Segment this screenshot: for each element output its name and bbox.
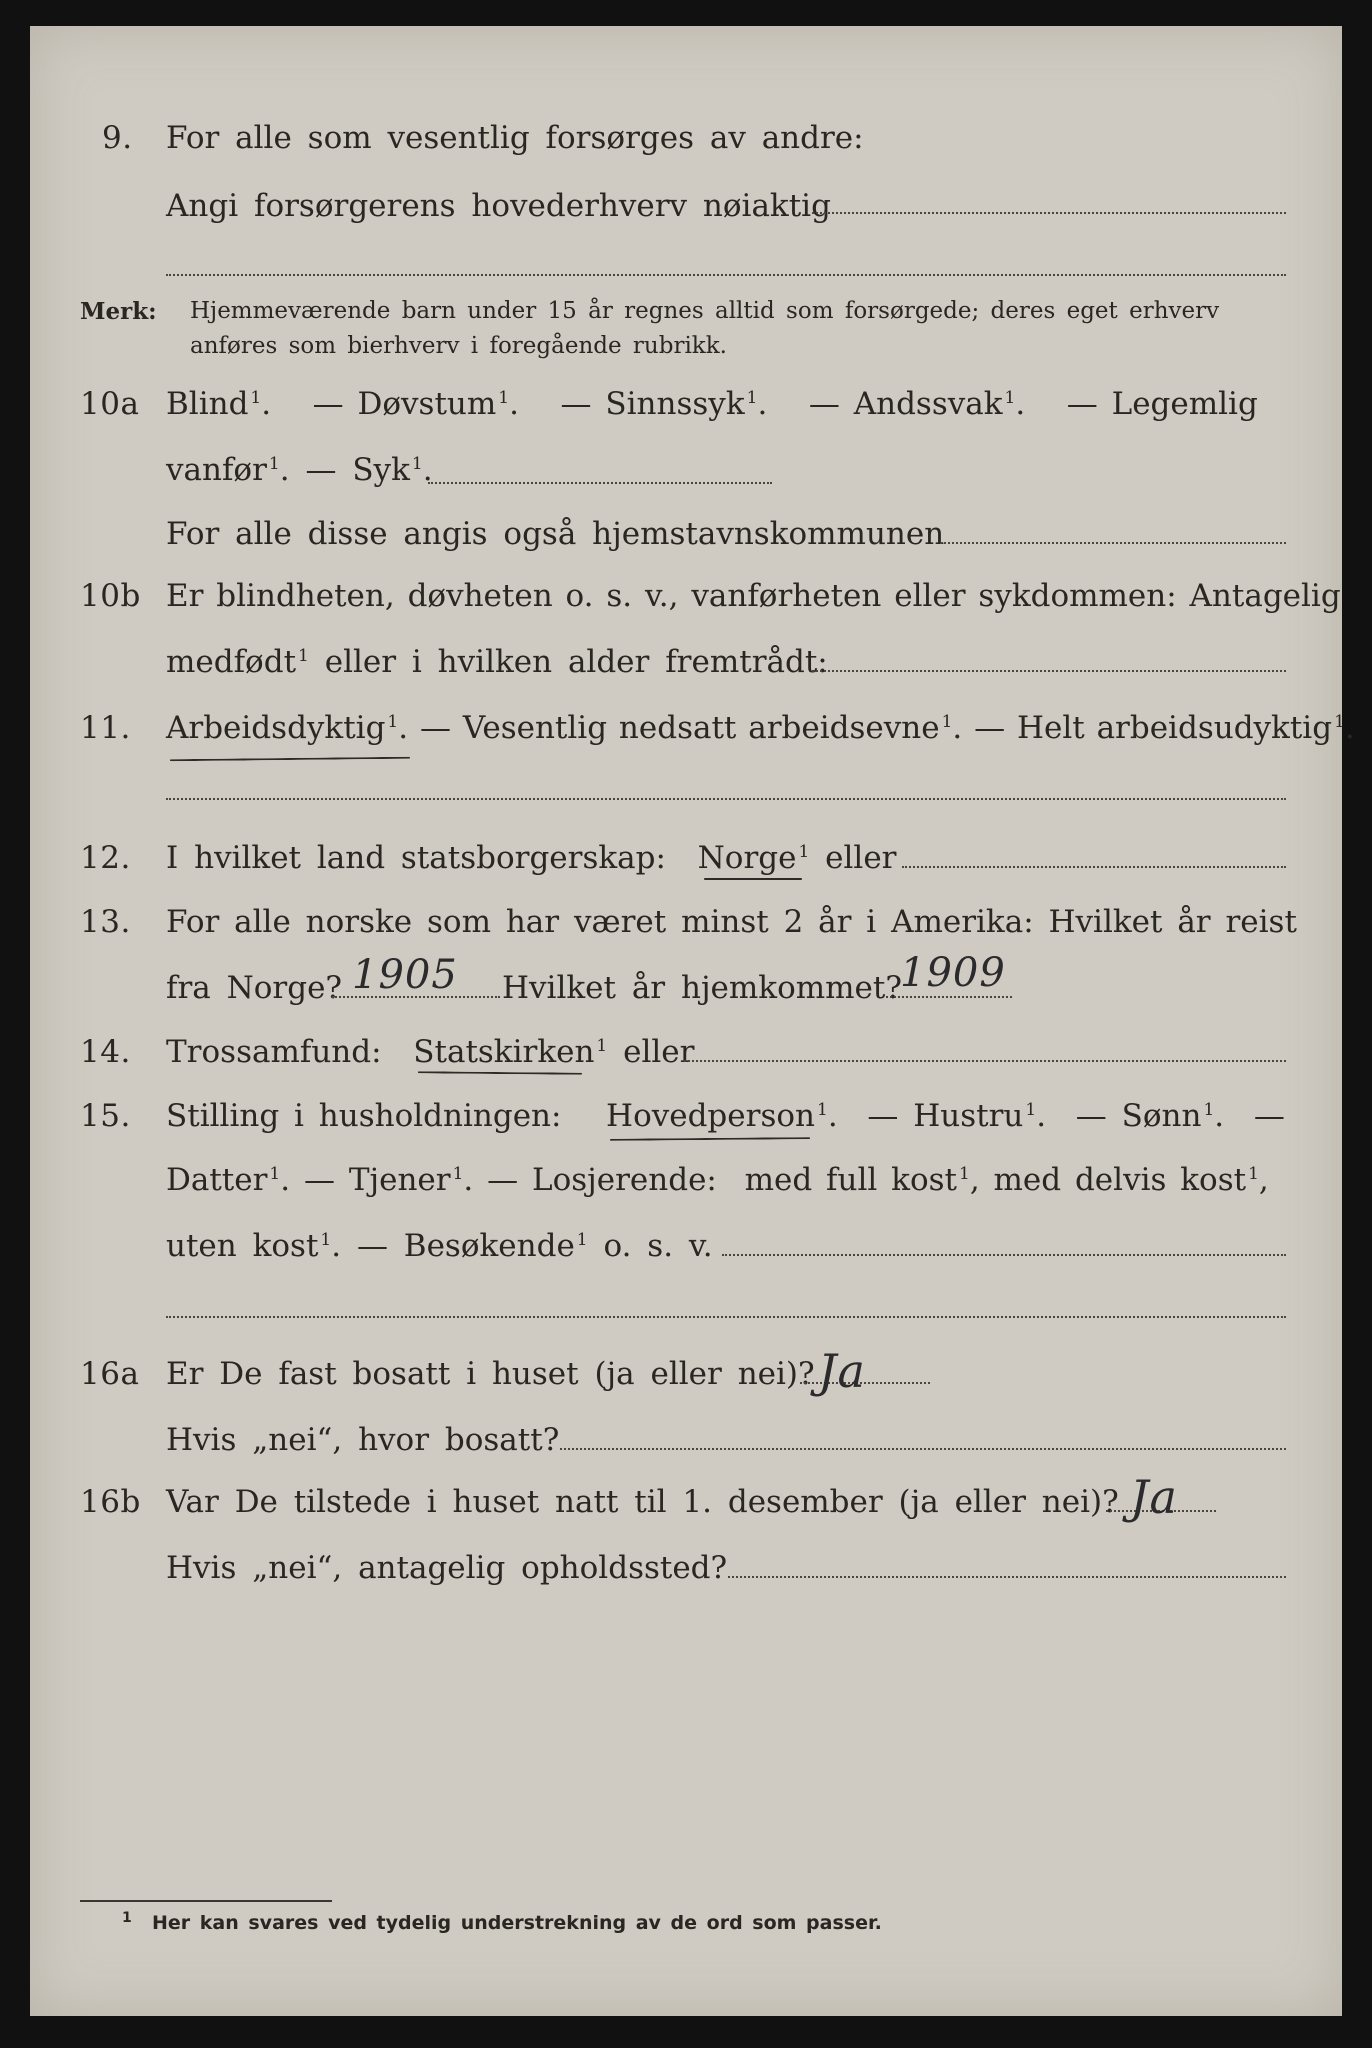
q14-eller: eller [623,1034,695,1070]
footnote-ref: 1 [269,1164,281,1184]
footnote-ref: 1 [1334,712,1345,732]
q13-line1: For alle norske som har været minst 2 år i Amerika: Hvilket år reist [166,904,1297,940]
q16a-answer[interactable]: Ja [818,1344,866,1398]
q11-answer-line[interactable] [166,798,1286,800]
q15-line1: Stilling i husholdningen: Hovedperson $^1$. — Hustru $^1$. — Sønn $^1$. — [166,1098,1285,1134]
q10b-line2 [166,644,828,680]
q12-eller: eller [825,840,897,876]
q15-line3: uten kost $^1$. — Besøkende $^1$ o. s. v. [166,1228,713,1264]
opt-syk[interactable]: — Syk [305,452,410,488]
q13-reist-answer[interactable]: 1905 [352,952,458,998]
q9-line2: Angi forsørgerens hovederhverv nøiaktig [166,188,831,224]
q9-number: 9. [102,120,133,156]
q12-answer-line[interactable] [902,866,1286,868]
opt-hustru[interactable]: — Hustru [867,1098,1024,1134]
q16a-line1: Er De fast bosatt i huset (ja eller nei)? [166,1356,815,1392]
opt-besokende[interactable]: — Besøkende [356,1228,575,1264]
q16b-opholdssted-line[interactable] [728,1576,1286,1578]
footnote-ref: 1 [320,1230,332,1250]
footnote-rule [80,1900,332,1902]
q16a-bosatt-line[interactable] [560,1448,1286,1450]
opt-tjener[interactable]: — Tjener [303,1162,451,1198]
opt-full-kost[interactable]: med full kost [744,1162,957,1198]
footnote-ref: 1 [1004,388,1016,408]
q13-fra-norge: fra Norge? [166,970,343,1006]
q14-label: Trossamfund: [166,1034,382,1070]
q12-text: I hvilket land statsborgerskap: [166,840,666,876]
norge-underline [704,878,802,880]
footnote-ref: 1 [798,842,810,862]
opt-arbeidsdyktig[interactable]: Arbeidsdyktig [166,710,386,746]
opt-andssvak[interactable]: — Andssvak [808,386,1003,422]
opt-hovedperson[interactable]: Hovedperson [606,1098,815,1134]
q10b-answer-line[interactable] [812,670,1286,672]
opt-statskirken[interactable]: Statskirken [413,1034,595,1070]
opt-udyktig[interactable]: — Helt arbeidsudyktig [974,710,1333,746]
opt-uten-kost[interactable]: uten kost [166,1228,319,1264]
q10a-hjemstavn-line[interactable] [940,542,1286,544]
q16b-answer[interactable]: Ja [1130,1470,1178,1524]
q16a-number: 16a [80,1356,140,1392]
q10a-line3: For alle disse angis også hjemstavnskommunen [166,516,945,552]
footnote-ref: 1 [1203,1100,1215,1120]
merk-line2: anføres som bierhverv i foregående rubrikk. [190,333,727,359]
footnote-ref: 1 [411,454,423,474]
q9-answer-line-2[interactable] [166,274,1286,276]
merk-line1: Hjemmeværende barn under 15 år regnes alltid som forsørgede; deres eget erhverv [190,298,1220,324]
footnote-ref: 1 [452,1164,464,1184]
footnote-ref: 1 [816,1100,828,1120]
q15-losjerende: — Losjerende: [487,1162,717,1198]
q16b-line1: Var De tilstede i huset natt til 1. desember (ja eller nei)? [166,1484,1119,1520]
q12-line [166,840,897,876]
q10a-number: 10a [80,386,140,422]
q15-comma: , [1258,1162,1269,1198]
q16b-number: 16b [80,1484,141,1520]
footnote-ref: 1 [746,388,758,408]
q15-line2: Datter $^1$. — Tjener $^1$. — Losjerende: med full kost $^1$, med delvis kost $^1$, [166,1162,1269,1198]
footnote-ref: 1 [1025,1100,1037,1120]
q10b-alder-text: eller i hvilken alder fremtrådt: [324,644,828,680]
footnote-ref: 1 [958,1164,970,1184]
q13-hjemkommet: Hvilket år hjemkommet? [502,970,902,1006]
footnote-ref: 1 [1248,1164,1259,1184]
footnote-mark: 1 [122,1910,132,1926]
opt-legemlig[interactable]: — Legemlig [1066,386,1258,422]
footnote-ref: 1 [498,388,510,408]
opt-blind[interactable]: Blind [166,386,249,422]
merk-label: Merk: [80,298,157,325]
q10b-line1: Er blindheten, døvheten o. s. v., vanførheten eller sykdommen: Antagelig [166,578,1341,614]
q10b-number: 10b [80,578,141,614]
opt-sonn[interactable]: — Sønn [1075,1098,1202,1134]
q13-hjemkommet-line[interactable] [886,996,1012,998]
q13-hjemkommet-answer[interactable]: 1909 [900,950,1006,996]
footnote-text: Her kan svares ved tydelig understrekning av de ord som passer. [152,1912,882,1934]
footnote-ref: 1 [250,388,262,408]
q11-number: 11. [80,710,131,746]
opt-nedsatt[interactable]: — Vesentlig nedsatt arbeidsevne [419,710,940,746]
q14-line [166,1034,694,1070]
footnote-ref: 1 [941,712,953,732]
q9-answer-line[interactable] [812,212,1286,214]
q14-number: 14. [80,1034,131,1070]
q10a-syk-line[interactable] [428,482,772,484]
q16b-line2: Hvis „nei“, antagelig opholdssted? [166,1550,728,1586]
opt-sinnssyk[interactable]: — Sinnssyk [560,386,745,422]
q16a-line2: Hvis „nei“, hvor bosatt? [166,1422,560,1458]
footnote-ref: 1 [387,712,399,732]
q13-number: 13. [80,904,131,940]
q15-answer-line[interactable] [722,1254,1286,1256]
q12-number: 12. [80,840,131,876]
q14-answer-line[interactable] [684,1060,1286,1062]
opt-delvis-kost[interactable]: , med delvis kost [969,1162,1247,1198]
opt-medfodt[interactable]: medfødt [166,644,297,680]
q11-line: Arbeidsdyktig $^1$. — Vesentlig nedsatt arbeidsevne $^1$. — Helt arbeidsudyktig $^1$. [166,710,1355,746]
footnote-ref: 1 [298,646,309,666]
q9-line1: For alle som vesentlig forsørges av andre: [166,120,864,156]
footnote-ref: 1 [576,1230,588,1250]
q15-osv: o. s. v. [603,1228,713,1264]
opt-norge[interactable]: Norge [697,840,797,876]
q15-number: 15. [80,1098,131,1134]
opt-datter[interactable]: Datter [166,1162,268,1198]
q10a-line2: vanfør $^1$. — Syk $^1$. [166,452,433,488]
opt-dovstum[interactable]: — Døvstum [312,386,497,422]
footnote-ref: 1 [596,1036,608,1056]
q15-dash: — [1253,1098,1285,1134]
opt-vanfor[interactable]: vanfør [166,452,267,488]
q10a-line1: Blind $^1$. — Døvstum $^1$. — Sinnssyk $^1$. — Andssvak $^1$. — Legemlig [166,386,1258,422]
footnote-ref: 1 [268,454,280,474]
q15-label: Stilling i husholdningen: [166,1098,562,1134]
form-page [30,26,1342,2016]
q15-answer-line-2[interactable] [166,1316,1286,1318]
